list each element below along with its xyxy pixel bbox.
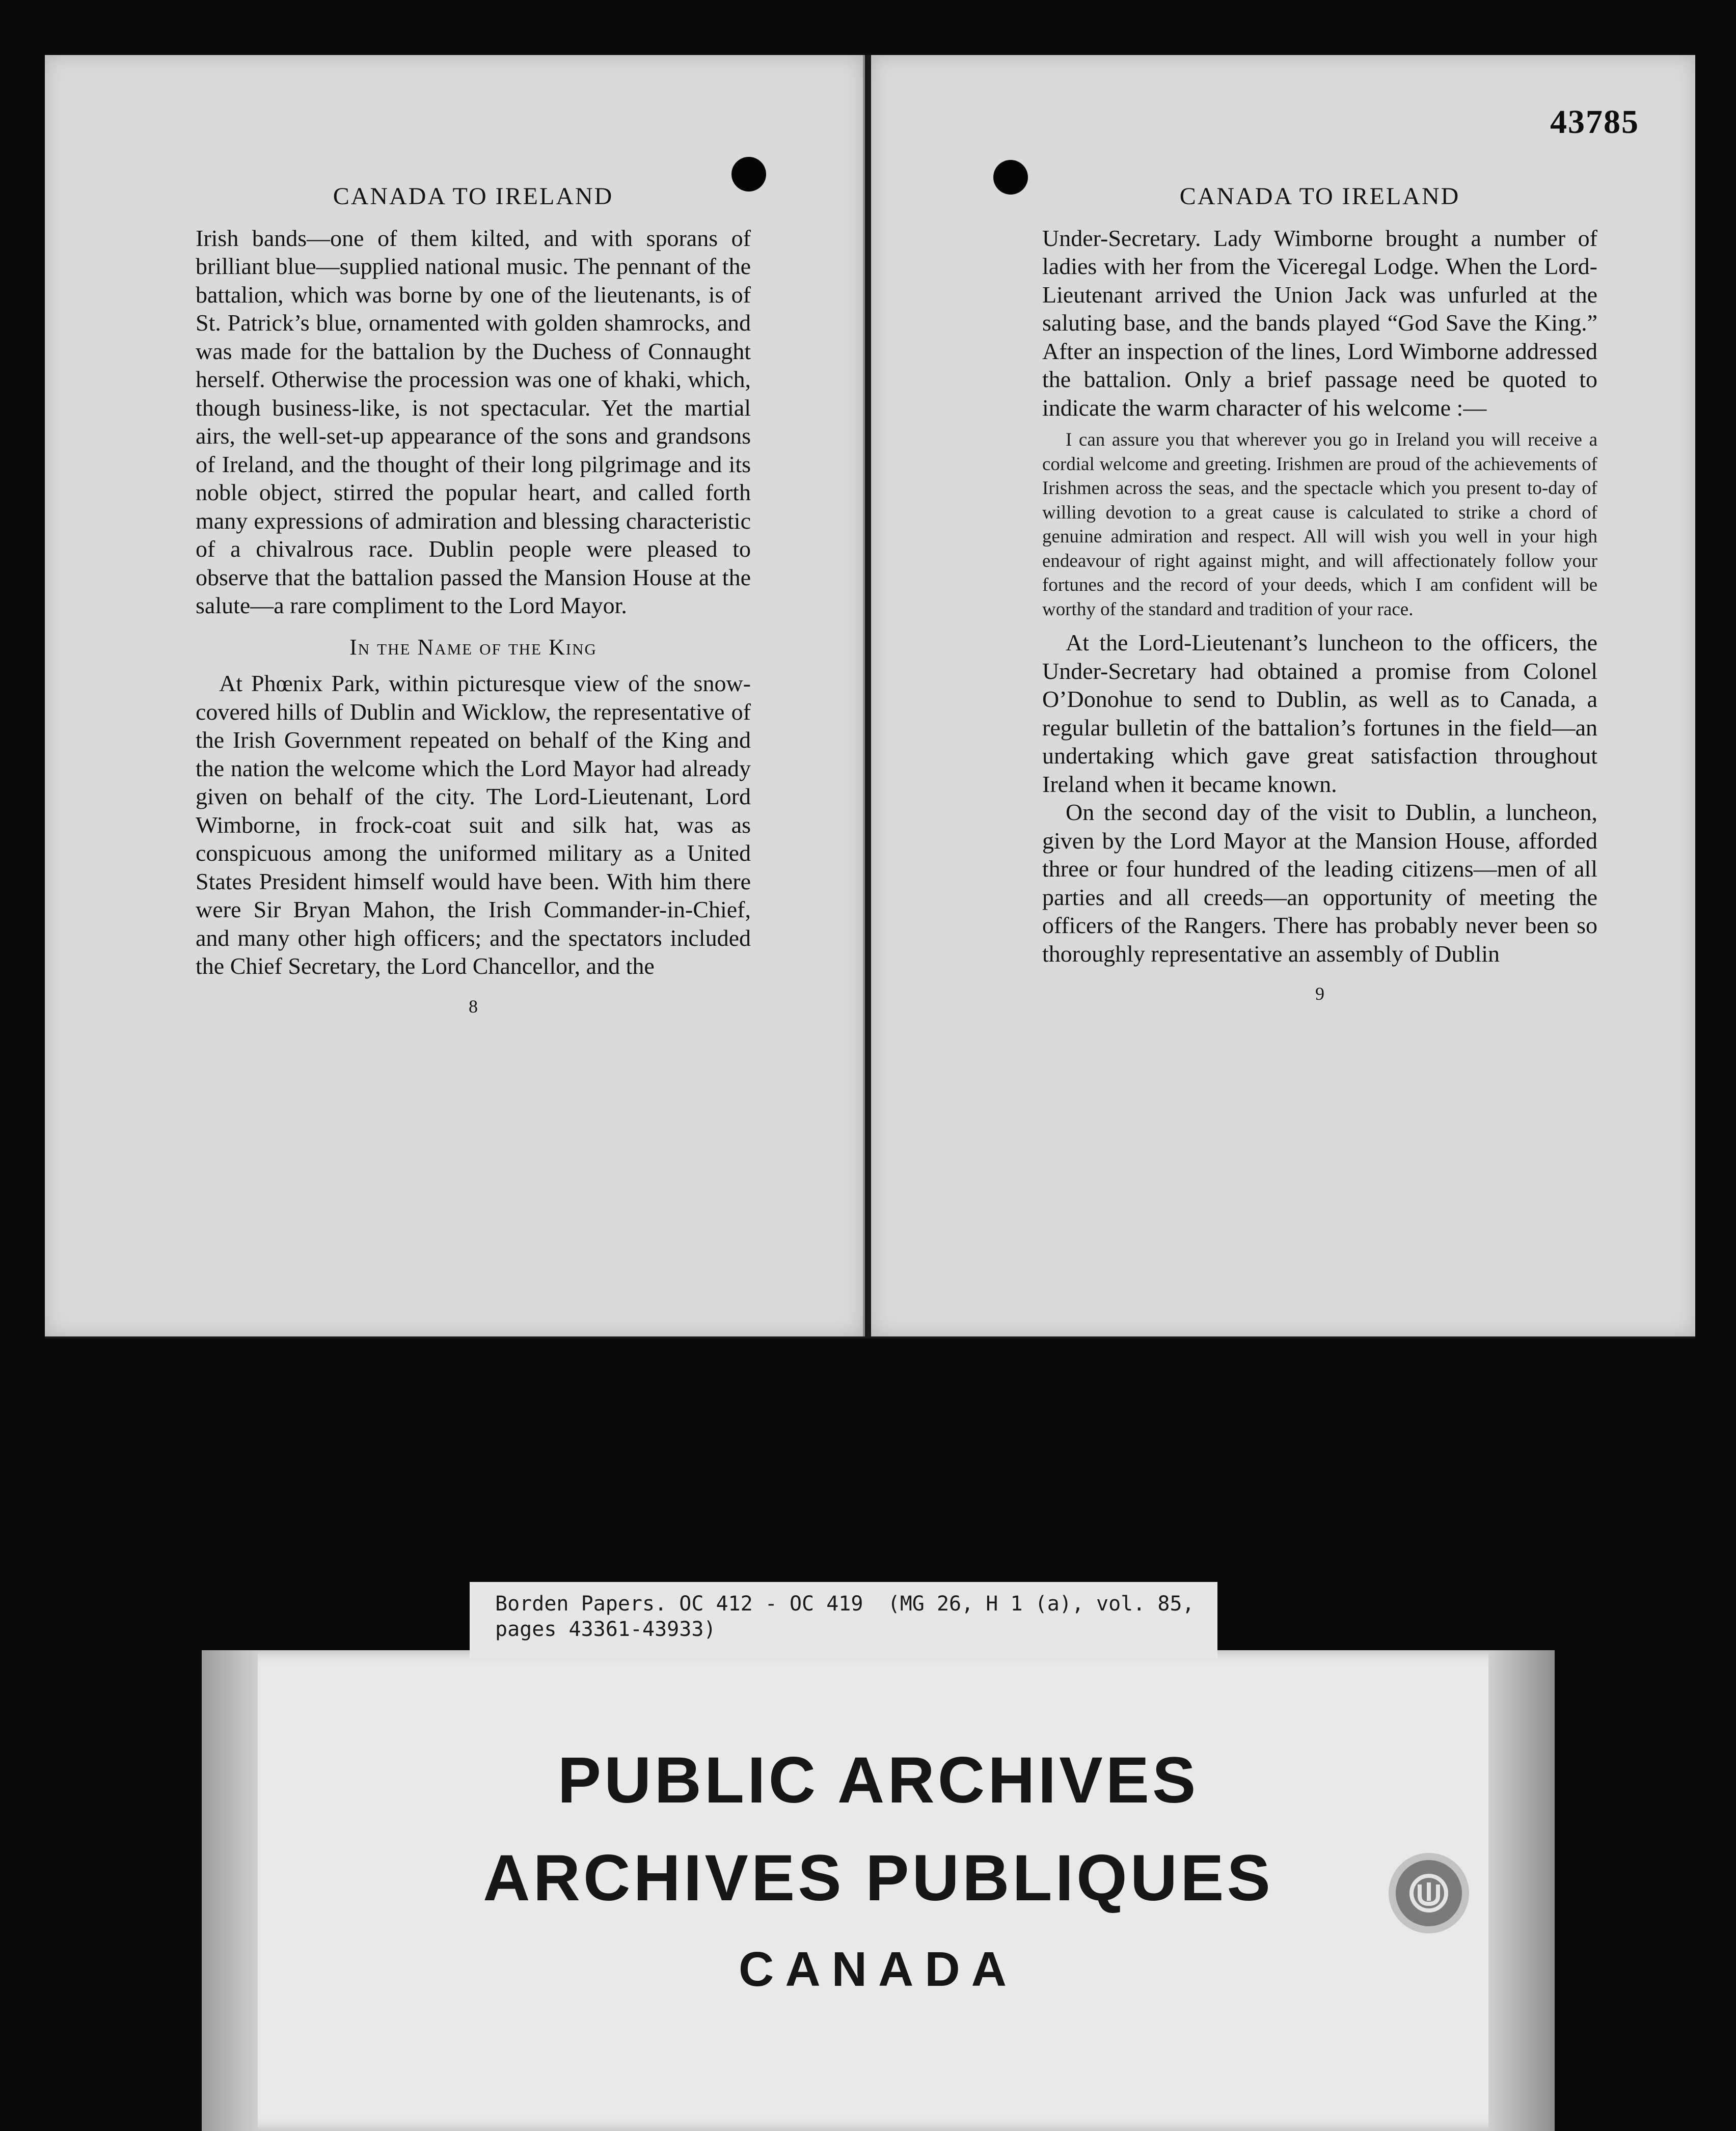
punch-hole (993, 160, 1028, 195)
folio-number: 43785 (1550, 103, 1639, 141)
archive-reference-label: Borden Papers. OC 412 - OC 419 (MG 26, H 1 (a), vol. 85, pages 43361-43933) (470, 1582, 1217, 1658)
running-head: CANADA TO IRELAND (1179, 183, 1460, 210)
archives-card (202, 1650, 1555, 2131)
left-page (45, 55, 865, 1336)
left-page-text (196, 182, 751, 1021)
archives-emblem-icon (1389, 1853, 1469, 1933)
body-paragraph: At Phœnix Park, within picturesque view of the snow-covered hills of Dublin and Wicklow, the representative of the Irish Government repeated on behalf of the King and the nation the welcome which the Lord Mayor had already given on behalf of the city. The Lord-Lieutenant, Lord Wimborne, in frock-coat suit and silk hat, was as conspicuous among the uniformed military as a United States President himself would have been. With him there were Sir Bryan Mahon, the Irish Commander-in-Chief, and many other high officers; and the spectators included the Chief Secretary, the Lord Chancellor, and the (196, 670, 751, 979)
section-heading: In the Name of the King (349, 634, 597, 660)
page-number: 9 (1315, 983, 1324, 1004)
archives-title-french: ARCHIVES PUBLIQUES (483, 1842, 1273, 1915)
emblem-mark-icon (1407, 1871, 1451, 1915)
archives-country: CANADA (739, 1942, 1018, 1997)
right-page (871, 55, 1695, 1336)
block-quotation: I can assure you that wherever you go in Ireland you will receive a cordial welcome and greeting. Irishmen are proud of the achievements of Irishmen across the seas, and the spectacle which you present to-day of willing devotion to a great cause is calculated to strike a chord of genuine admiration and respect. All will wish you well in your high endeavour of right against might, and will affectionately follow your fortunes and the record of your deeds, which I am confident will be worthy of the standard and tradition of your race. (1042, 429, 1597, 620)
body-paragraph: Under-Secretary. Lady Wimborne brought a number of ladies with her from the Viceregal Lodge. When the Lord-Lieutenant arrived the Union Jack was unfurled at the saluting base, and the bands played “God Save the King.” After an inspection of the lines, Lord Wimborne addressed the battalion. Only a brief passage need be quoted to indicate the warm character of his welcome :— (1042, 225, 1597, 421)
body-paragraph: On the second day of the visit to Dublin, a luncheon, given by the Lord Mayor at the Mansion House, afforded three or four hundred of the leading citizens—men of all parties and all creeds—an opportunity of meeting the officers of the Rangers. There has probably never been so thoroughly representative an assembly of Dublin (1042, 799, 1597, 967)
archives-title-english: PUBLIC ARCHIVES (557, 1744, 1199, 1817)
body-paragraph: Irish bands—one of them kilted, and with sporans of brilliant blue—supplied national music. The pennant of the battalion, which was borne by one of the lieutenants, is of St. Patrick’s blue, ornamented with golden shamrocks, and was made for the battalion by the Duchess of Connaught herself. Otherwise the procession was one of khaki, which, though business-like, is not spectacular. Yet the martial airs, the well-set-up appearance of the sons and grandsons of Ireland, and the thought of their long pilgrimage and its noble object, stirred the popular heart, and called forth many expressions of admiration and blessing characteristic of a chivalrous race. Dublin people were pleased to observe that the battalion passed the Mansion House at the salute—a rare compliment to the Lord Mayor. (196, 225, 751, 618)
body-paragraph: At the Lord-Lieutenant’s luncheon to the officers, the Under-Secretary had obtained a promise from Colonel O’Donohue to send to Dublin, as well as to Canada, a regular bulletin of the battalion’s fortunes in the field—an undertaking which gave great satisfaction throughout Ireland when it became known. (1042, 630, 1597, 797)
right-page-text (1042, 182, 1597, 1008)
running-head: CANADA TO IRELAND (333, 183, 614, 210)
page-number: 8 (469, 996, 478, 1017)
book-spread (45, 55, 1695, 1338)
